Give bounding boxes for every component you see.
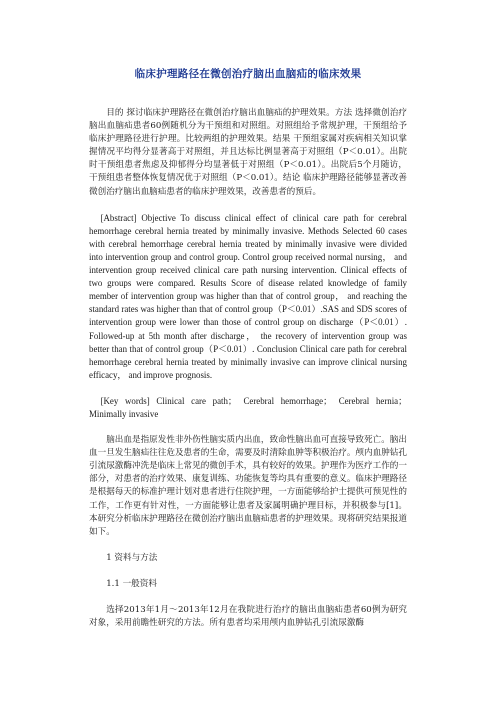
introduction-paragraph: 脑出血是指原发性非外伤性脑实质内出血，致命性脑出血可直接导致死亡。脑出血一旦发生脑疝往往危及患者的生命，需要及时清除血肿等积极治疗。颅内血肿钻孔引流尿激酶冲洗是临床上常见的微创手术，具有较好的效果。护理作为医疗工作的一部分，对患者的治疗效果、康复训练、功能恢复等均具有重要的意义。临床护理路径是根据每天的标准护理计划对患者进行住院护理，一方面能够给护士提供可预见性的工作，工作更有针对性，一方面能够让患者及家属明确护理目标，并积极参与[1]。本研究分析临床护理路径在微创治疗脑出血脑疝患者的护理效果。现将研究结果报道如下。 bbox=[89, 435, 407, 537]
section-heading-materials-methods: 1 资料与方法 bbox=[106, 552, 158, 563]
english-keywords: [Key words] Clinical care path； Cerebral hemorrhage； Cerebral hernia； Minimally invasive bbox=[89, 395, 407, 419]
english-abstract: [Abstract] Objective To discuss clinical effect of clinical care path for cerebral hemorrhage cerebral hernia treated by minimally invasive. Methods Selected 60 cases with cerebral hemorrhage cerebral hernia treated by minimally invasive were divided into intervention group and control group. Control group received normal nursing， and intervention group received clinical care path nursing intervention. Clinical effects of two groups were compared. Results Score of disease related knowledge of family member of intervention group was higher than that of control group， and reaching the standard rates was higher than that of control group（P＜0.01）.SAS and SDS scores of intervention group were lower than those of control group on discharge（P＜0.01）. Followed-up at 5th month after discharge， the recovery of intervention group was better than that of control group（P＜0.01）. Conclusion Clinical care path for cerebral hemorrhage cerebral hernia treated by minimally invasive can improve clinical nursing efficacy， and improve prognosis. bbox=[89, 212, 407, 380]
chinese-abstract: 目的 探讨临床护理路径在微创治疗脑出血脑疝的护理效果。方法 选择微创治疗脑出血脑疝患者60例随机分为干预组和对照组。对照组给予常规护理，干预组给予临床护理路径进行护理。比较两组的护理效果。结果 干预组家属对疾病相关知识掌握情况平均得分显著高于对照组，并且达标比例显著高于对照组（P＜0.01）。出院时干预组患者焦虑及抑郁得分均显著低于对照组（P＜0.01）。出院后5个月随访，干预组患者整体恢复情况优于对照组（P＜0.01）。结论 临床护理路径能够显著改善微创治疗脑出血脑疝患者的临床护理效果，改善患者的预后。 bbox=[89, 108, 407, 197]
body-paragraph-general-data: 选择2013年1月～2013年12月在我院进行治疗的脑出血脑疝患者60例为研究对象，采用前瞻性研究的方法。所有患者均采用颅内血肿钻孔引流尿激酶 bbox=[89, 605, 407, 629]
document-title: 临床护理路径在微创治疗脑出血脑疝的临床效果 bbox=[134, 68, 362, 80]
subsection-heading-general-data: 1.1 一般资料 bbox=[106, 578, 157, 589]
